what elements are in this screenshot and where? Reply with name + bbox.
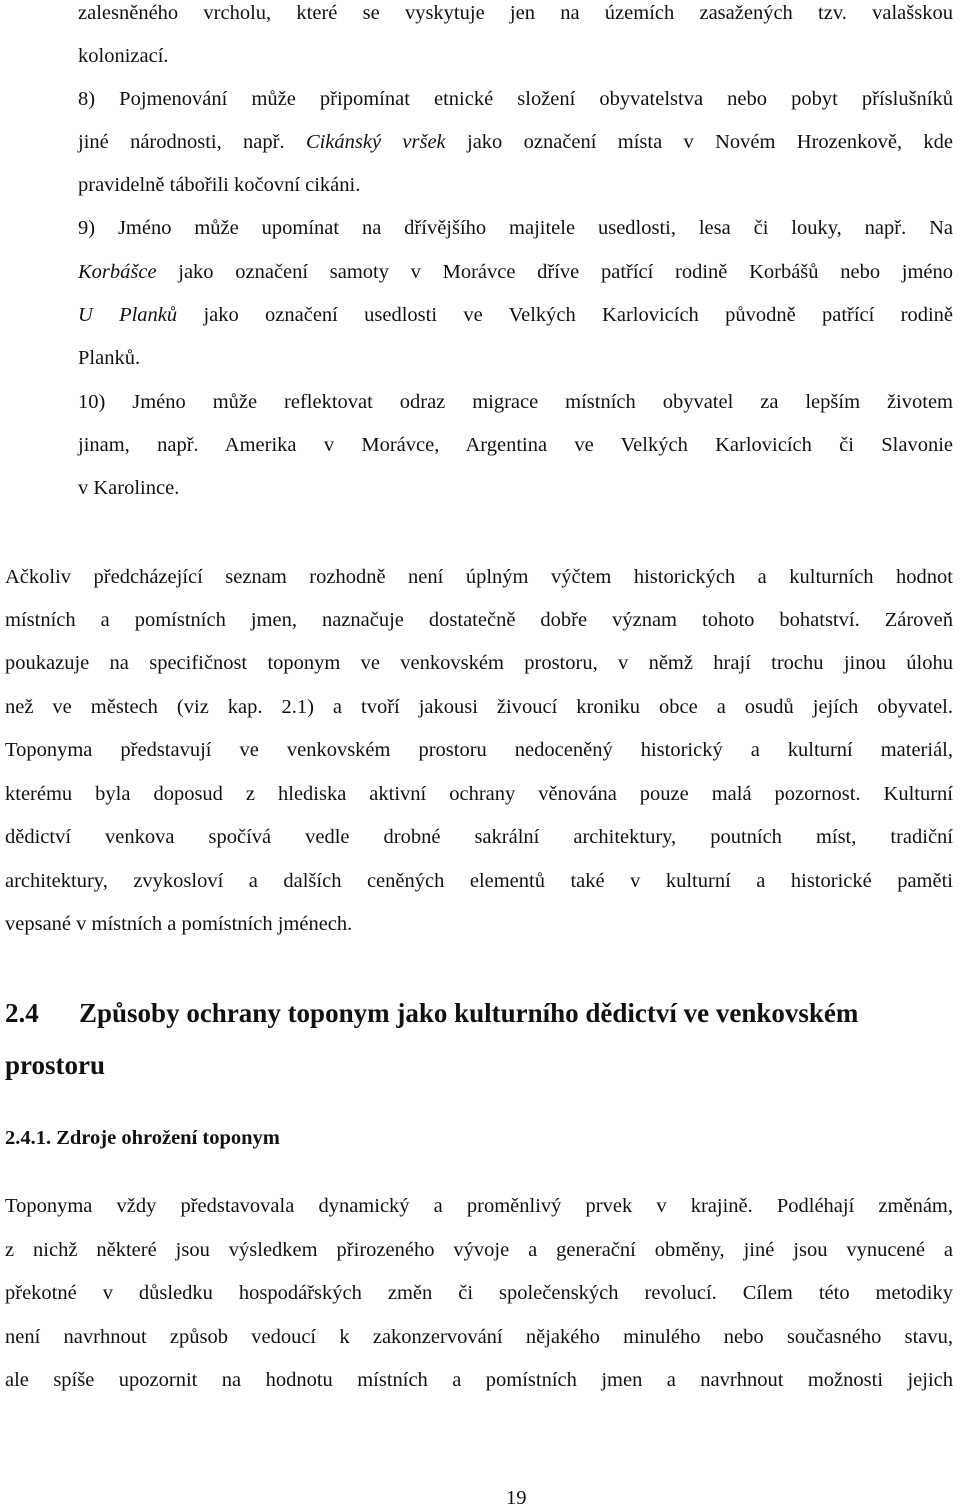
- list-line: pravidelně tábořili kočovní cikáni.: [78, 174, 361, 196]
- paragraph-line: kterému byla doposud z hlediska aktivní ochrany věnována pouze malá pozornost. Kulturní: [5, 783, 953, 805]
- paragraph-line: ale spíše upozornit na hodnotu místních a pomístních jmen a navrhnout možnosti jejich: [5, 1369, 953, 1391]
- list-line: jinam, např. Amerika v Morávce, Argentina ve Velkých Karlovicích či Slavonie: [78, 434, 953, 456]
- list-item-8: 8) Pojmenování může připomínat etnické složení obyvatelstva nebo pobyt příslušníků: [78, 88, 953, 110]
- list-line: [78, 302, 953, 328]
- paragraph-line: vepsané v místních a pomístních jménech.: [5, 913, 353, 935]
- paragraph-line: dědictví venkova spočívá vedle drobné sakrální architektury, poutních míst, tradiční: [5, 826, 953, 848]
- paragraph-line: Ačkoliv předcházející seznam rozhodně není úplným výčtem historických a kulturních hodnot: [5, 566, 953, 588]
- list-text: jako označení samoty v Morávce dříve patřící rodině Korbášů nebo jméno: [156, 261, 953, 283]
- list-line: Planků.: [78, 347, 141, 369]
- list-item-10: 10) Jméno může reflektovat odraz migrace místních obyvatel za lepším životem: [78, 391, 953, 413]
- toponym-italic: Korbášce: [78, 261, 157, 283]
- list-text: jako označení usedlosti ve Velkých Karlovicích původně patřící rodině: [177, 304, 953, 326]
- list-text: jako označení místa v Novém Hrozenkově, kde: [445, 131, 953, 153]
- paragraph-line: než ve městech (viz kap. 2.1) a tvoří jakousi živoucí kroniku obce a osudů jejích obyvatel.: [5, 696, 953, 718]
- list-line: kolonizací.: [78, 45, 169, 67]
- toponym-italic: Cikánský vršek: [305, 131, 446, 153]
- paragraph-line: Toponyma představují ve venkovském prostoru nedoceněný historický a kulturní materiál,: [5, 739, 953, 761]
- paragraph-line: překotné v důsledku hospodářských změn či společenských revolucí. Cílem této metodiky: [5, 1282, 953, 1304]
- list-line: [78, 259, 953, 285]
- paragraph-line: Toponyma vždy představovala dynamický a proměnlivý prvek v krajině. Podléhají změnám,: [5, 1195, 953, 1217]
- section-heading: Způsoby ochrany toponym jako kulturního dědictví ve venkovském: [79, 998, 859, 1028]
- section-heading-continued: prostoru: [5, 1050, 106, 1080]
- paragraph-line: architektury, zvykosloví a dalších ceněných elementů také v kulturní a historické paměti: [5, 870, 953, 892]
- paragraph-line: není navrhnout způsob vedoucí k zakonzervování nějakého minulého nebo současného stavu,: [5, 1326, 953, 1348]
- paragraph-line: poukazuje na specifičnost toponym ve venkovském prostoru, v němž hrají trochu jinou úlohu: [5, 652, 953, 674]
- toponym-italic: U Planků: [78, 304, 178, 326]
- list-text: jiné národnosti, např.: [78, 131, 306, 153]
- page-number: 19: [506, 1487, 527, 1509]
- paragraph-line: z nichž některé jsou výsledkem přirozeného vývoje a generační obměny, jiné jsou vynucené a: [5, 1239, 953, 1261]
- subsection-heading: 2.4.1. Zdroje ohrožení toponym: [5, 1127, 280, 1149]
- list-line: [78, 129, 953, 155]
- list-item-9: 9) Jméno může upomínat na dřívějšího majitele usedlosti, lesa či louky, např. Na: [78, 217, 953, 239]
- section-number: 2.4: [5, 998, 39, 1028]
- list-line: v Karolince.: [78, 477, 180, 499]
- paragraph-line: místních a pomístních jmen, naznačuje dostatečně dobře význam tohoto bohatství. Zároveň: [5, 609, 953, 631]
- list-line: zalesněného vrcholu, které se vyskytuje jen na územích zasažených tzv. valašskou: [78, 2, 953, 24]
